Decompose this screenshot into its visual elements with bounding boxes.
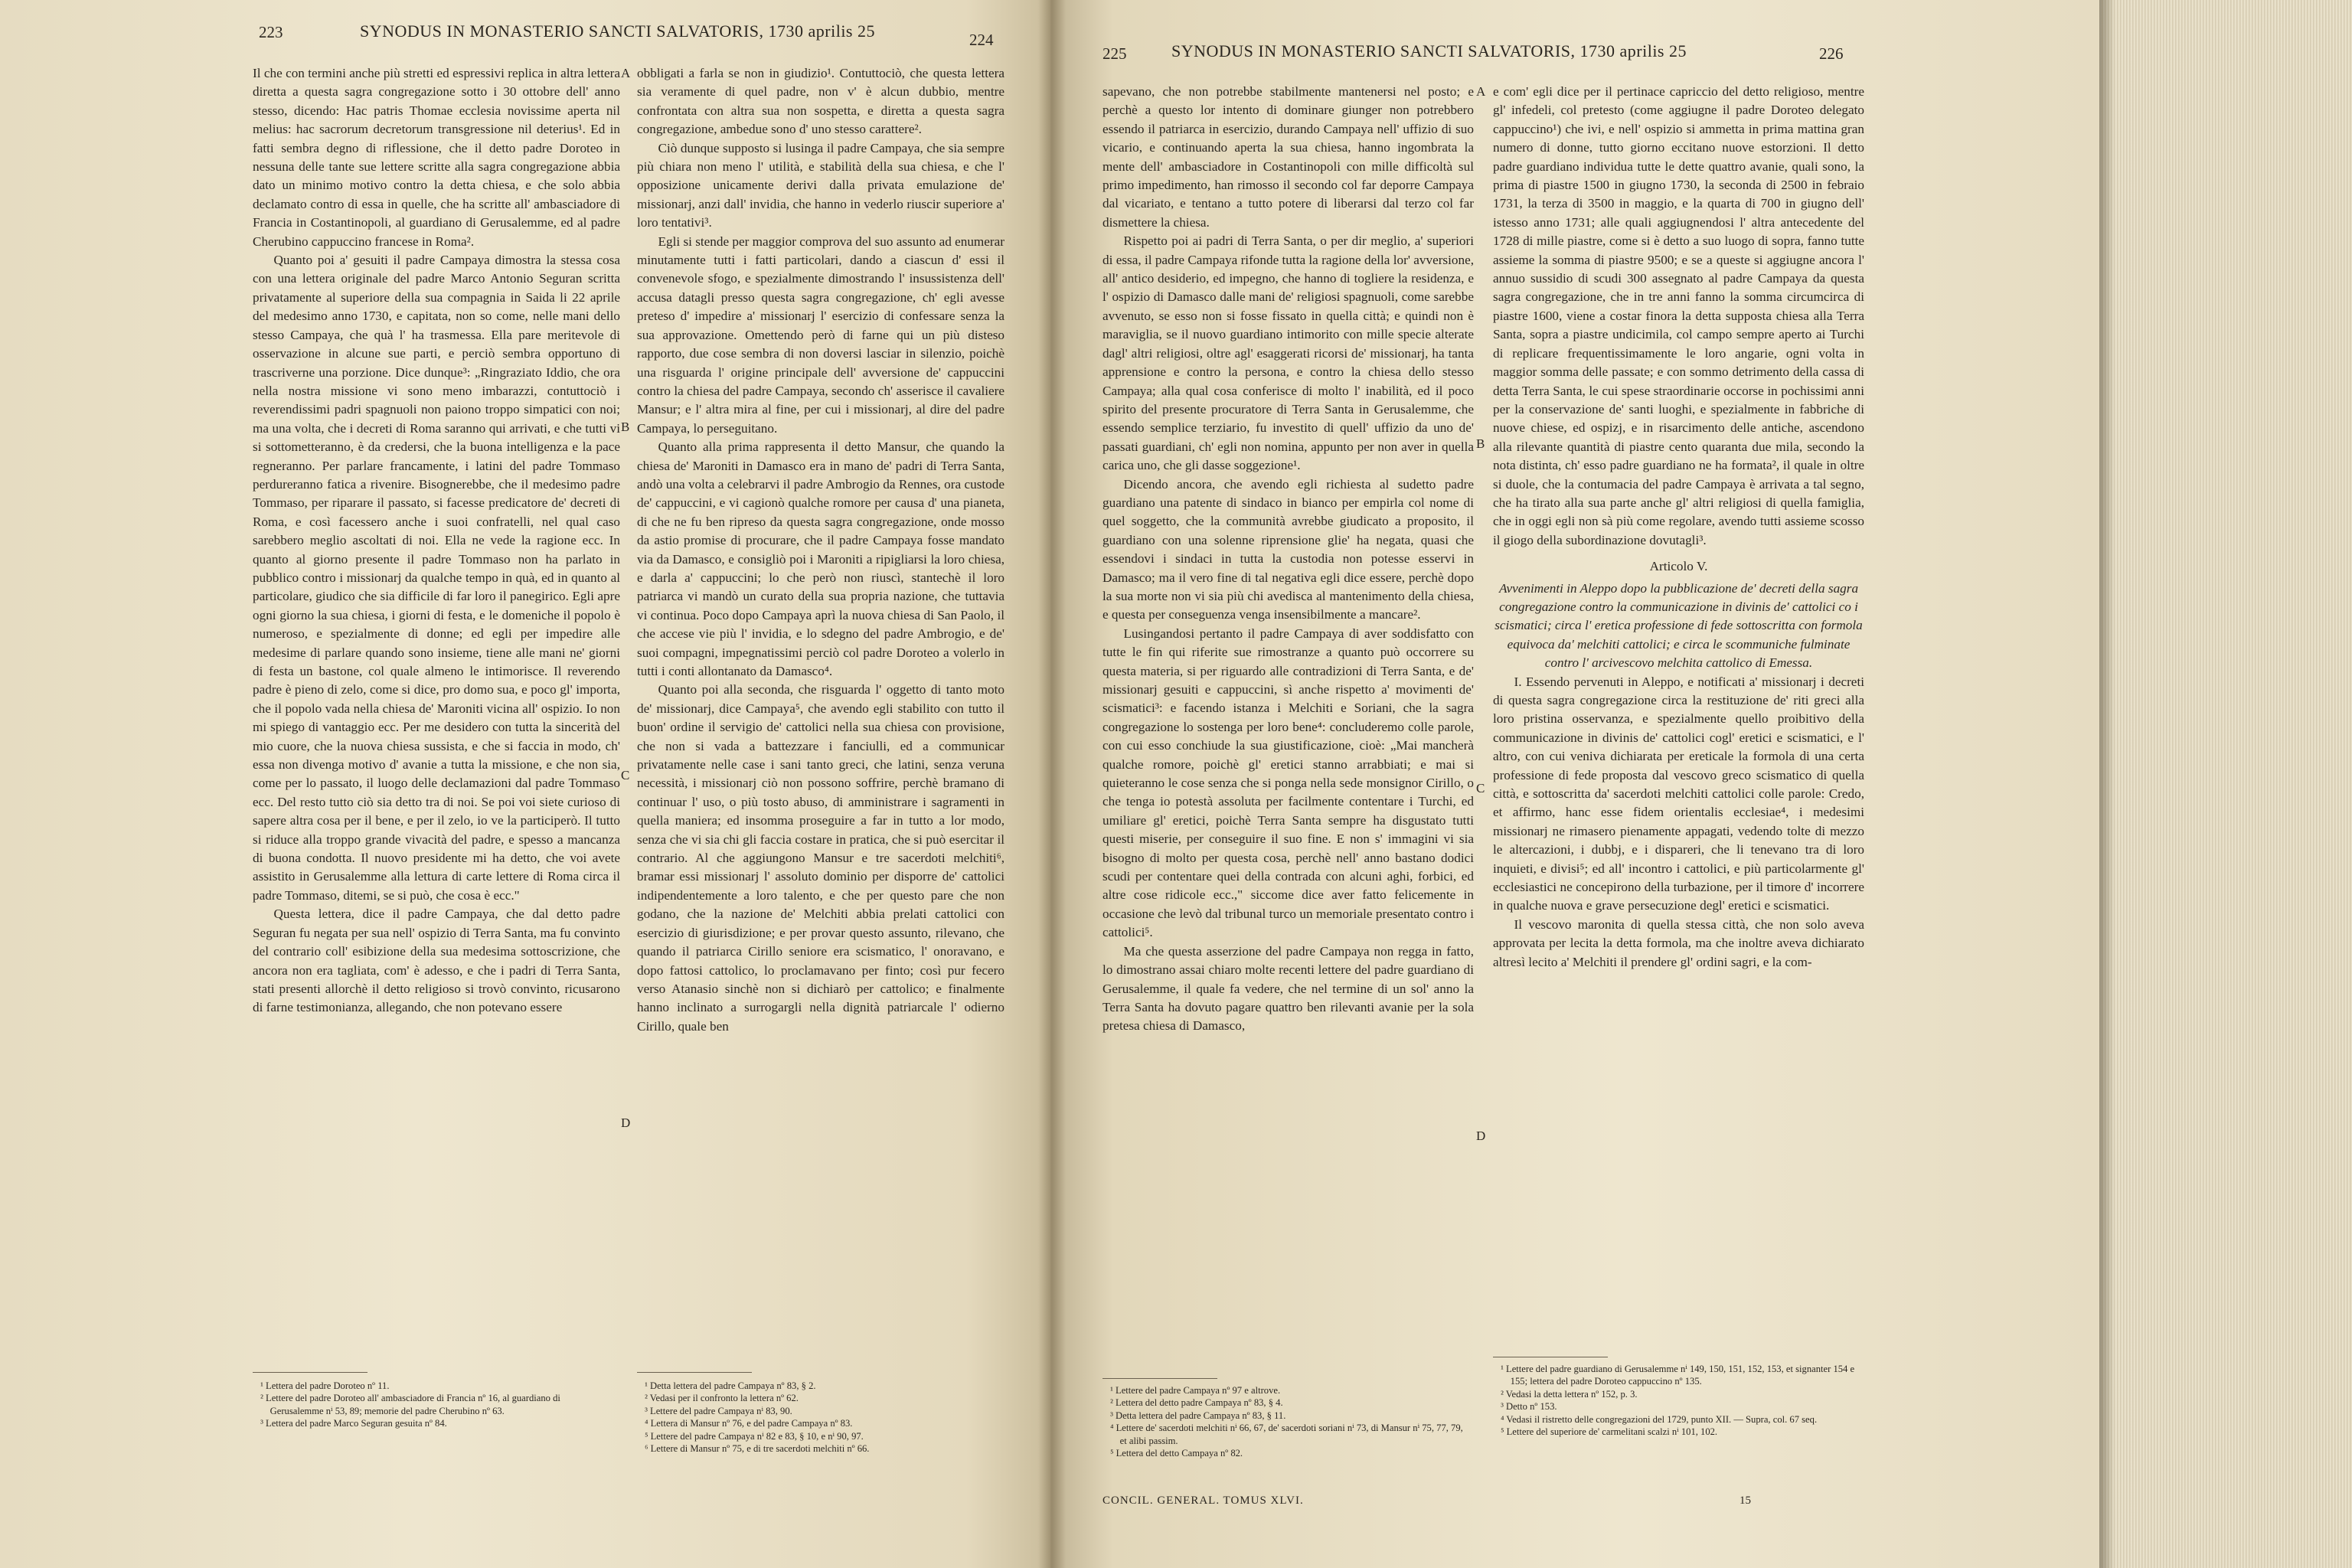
footnote: ⁴ Vedasi il ristretto delle congregazioni del 1729, punto XII. — Supra, col. 67 seq. (1501, 1413, 1818, 1425)
footnote: ¹ Lettera del padre Doroteo nº 11. (260, 1380, 390, 1391)
margin-letter: C (621, 768, 630, 782)
footnote: ¹ Detta lettera del padre Campaya nº 83, § 2. (645, 1380, 816, 1391)
footnote: ³ Detta lettera del padre Campaya nº 83, § 11. (1110, 1410, 1286, 1421)
footnotes-column-2 (1493, 1363, 1860, 1438)
article-subtitle: Avvenimenti in Aleppo dopo la pubblicazione de' decreti della sagra congregazione contro la communicazione in divinis de' cattolici co i scismatici; circa l' eretica professione di fede sottoscritta con formola equivoca da' melchiti cattolici; e circa le scommuniche fulminate contro l' arcivescovo melchita cattolico di Emessa. (1494, 580, 1863, 671)
book-gutter (1038, 0, 1066, 1568)
left-page (0, 0, 1050, 1568)
footnote: ² Vedasi per il confronto la lettera nº 62. (645, 1393, 799, 1404)
footnote: ¹ Lettere del padre guardiano di Gerusalemme nⁱ 149, 150, 151, 152, 153, et signanter 154 e 155; lettera del padre Doroteo cappuccino nº 135. (1501, 1364, 1855, 1387)
paragraph: Quanto poi a' gesuiti il padre Campaya dimostra la stessa cosa con una lettera originale del padre Marco Antonio Seguran scritta privatamente al superiore della sua compagnia in Saida li 22 aprile del medesimo anno 1730, e capitata, non so come, nelle mani dello stesso Campaya, che quà l' ha trasmessa. Ella pare meritevole di osservazione in alcune sue parti, e perciò sembra opportuno di trascriverne una porzione. Dice dunque³: „Ringraziato Iddio, che ora nella nostra missione vi sono meno imbarazzi, contuttociò i reverendissimi padri spagnuoli non paiono troppo simpatici con noi; ma una volta, che i decreti di Roma saranno qui arrivati, e che tutti vi si sottometteranno, è da credersi, che la buona intelligenza e la pace regneranno. Per parlare francamente, i latini del padre Tommaso perdureranno fatica a rivenire. Bisognerebbe, che il medesimo padre Tommaso, per riparare il passato, si facesse predicatore de' decreti di Roma, e così facessero anche i suoi confratelli, nel qual caso sarebbero meglio ascoltati di noi. Ella ne vede la ragione ecc. In quanto al giorno presente il padre Tommaso non ha parlato in pubblico contro i missionarj da qualche tempo in quà, ed in quanto al particolare, giudico che sia difficile di far loro il panegirico. Egli apre ogni giorno la sua chiesa, i giorni di festa, e le domeniche il popolo è numeroso, e spezialmente di donne; ed egli per impedire alle medesime di parlare quando sono insieme, tiene alle mani ne' giorni di festa un bastone, col quale almeno le intimorisce. Il reverendo padre è pieno di zelo, come si dice, pro domo sua, e poco gl' importa, che il popolo vada nella chiesa de' Maroniti vicina all' ospizio. Io non mi spiego di vantaggio ecc. Per me desidero con tutta la sincerità del mio cuore, che la nuova chiesa sussista, e che si faccia in modo, ch' essa non divenga motivo d' avanie a tutta la missione, e che non sia, come per lo passato, il luogo delle declamazioni dal padre Tommaso ecc. Del resto tutto ciò sia detto tra di noi. Se poi voi siete curioso di sapere altra cosa per il bene, e per il zelo, io ve la participerò. Il tutto si riduce alla troppo grande vivacità del padre, e spesso a mancanza di buona condotta. Il nuovo presidente mi ha detto, che voi avete assistito in Gerusalemme alla lettura di carte lettere di Roma circa il padre Tommaso, ditemi, se si può, che cosa è ecc." (253, 253, 620, 903)
paragraph: Questa lettera, dice il padre Campaya, che dal detto padre Seguran fu negata per sua nell' ospizio di Terra Santa, ma fu convinto del contrario coll' esibizione della sua medesima sottoscrizione, che ancora non era tagliata, com' è adesso, e che i padri di Terra Santa, stati presenti allorchè il detto religioso si trovò convinto, ricusarono di farne testimonianza, allegando, che non potevano essere (253, 906, 620, 1015)
text-column-2 (1493, 83, 1864, 972)
footnote: ³ Lettera del padre Marco Seguran gesuita nº 84. (260, 1418, 447, 1429)
footnote: ⁵ Lettere del padre Campaya nⁱ 82 e 83, § 10, e nⁱ 90, 97. (645, 1430, 864, 1442)
footnote: ² Lettera del detto padre Campaya nº 83, § 4. (1110, 1397, 1283, 1409)
footnote-rule (253, 1372, 368, 1373)
page-number: 224 (969, 31, 994, 49)
paragraph: Egli si stende per maggior comprova del suo assunto ad enumerar minutamente tutti i fatti particolari, dando a ciascun d' essi il convenevole sfogo, e spezialmente dimostrando l' insussistenza dell' accusa datagli presso questa sagra congregazione, ch' egli avesse preteso d' impedire a' missionarj l' esercizio di confessare senza la sua approvazione. Omettendo però di farne qui un più disteso rapporto, due cose sembra di non doversi lasciar in silenzio, poichè una risguarda l' origine principale dell' avversione de' cappuccini contro la chiesa del padre Campaya, secondo ch' asserisce il cavaliere Mansur; e l' altra mira al fine, per cui i missionarj, al dire del padre Campaya, lo perseguitano. (637, 234, 1004, 436)
paragraph: Ma che questa asserzione del padre Campaya non regga in fatto, lo dimostrano assai chiaro molte recenti lettere del padre guardiano di Gerusalemme, il quale fa vedere, che nel termine di un sol' anno la Terra Santa ha dovuto pagare quattro ben rilevanti avanie per la sola pretesa chiesa di Damasco, (1102, 943, 1474, 1034)
page-number: 225 (1102, 44, 1127, 63)
footnote: ³ Lettere del padre Campaya nⁱ 83, 90. (645, 1405, 792, 1416)
footnote: ³ Detto nº 153. (1501, 1401, 1557, 1413)
page-number: 223 (259, 23, 283, 41)
running-header: SYNODUS IN MONASTERIO SANCTI SALVATORIS, 1730 aprilis 25 (1171, 41, 1687, 60)
footnote: ⁶ Lettere di Mansur nº 75, e di tre sacerdoti melchiti nº 66. (645, 1443, 870, 1455)
margin-letter: D (621, 1116, 631, 1130)
paragraph: e com' egli dice per il pertinace capriccio del detto religioso, mentre gl' infedeli, col pretesto (come aggiugne il padre Doroteo delegato cappuccino¹) che ivi, e nell' ospizio si ammetta in prima mattina gran numero di donne, tutto giorno eccitano nuove estorzioni. Il detto padre guardiano individua tutte le dette quattro avanie, quali sono, la prima di piastre 1500 in giugno 1730, la seconda di 2500 in febraio 1731, la terza di 3500 in maggio, e la quarta di 700 in giugno dell' istesso anno 1731; alle quali aggiugnendosi l' altra antecedente del 1728 di mille piastre, come si è detto a suo luogo di sopra, fanno tutte assieme la somma di piastre 9500; e se a queste si aggiugne ancora l' annuo sussidio di scudi 300 assegnato al padre Campaya da questa sagra congregazione, che in tre anni fanno la somma circumcirca di piastre 1600, viene a costar finora la detta supposta chiesa alla Terra Santa, sopra a piastre undicimila, col campo sempre aperto ai Turchi di replicare frequentissimamente le loro angarie, ogni volta in maggior somma delle passate; e con sommo detrimento della cassa di detta Terra Santa, le cui spese straordinarie occorse in pochissimi anni per la conservazione de' santi luoghi, e spezialmente in fabbriche di nuove chiese, ed ospizj, e in risarcimento delle antiche, ascendono alla rilevante quantità di piastre cento quaranta due mila, secondo la nota distinta, ch' esso padre guardiano ne ha formata², il quale in oltre si duole, che la contumacia del padre Campaya è arrivata a tal segno, che ha tirato alla sua parte anche gl' altri religiosi di quella famiglia, che in oggi egli non sà più come regolare, avendo tutti assieme scosso il giogo della subordinazione dovutagli³. (1493, 84, 1864, 547)
margin-letter: D (1476, 1129, 1486, 1143)
paragraph: Il che con termini anche più stretti ed espressivi replica in altra lettera diretta a questa sagra congregazione sotto i 30 ottobre dell' anno stesso, dicendo: Hac patris Thomae ecclesia novissime aperta nil melius: hac sacrorum decretorum transgressione nil deterius¹. Ed in fatti sembra degno di riflessione, che il detto padre Doroteo in nessuna delle tante sue lettere scritte alla sagra congregazione abbia dato un minimo motivo contro la detta chiesa, e che solo abbia declamato contro di essa in quelle, che ha scritte all' ambasciadore di Francia in Costantinopoli, al guardiano di Gerusalemme, ed al padre Cherubino cappuccino francese in Roma². (253, 66, 620, 249)
margin-letter: B (1476, 436, 1485, 451)
footnote-rule (637, 1372, 752, 1373)
signature-mark: CONCIL. GENERAL. TOMUS XLVI. (1102, 1494, 1304, 1507)
paragraph: Lusingandosi pertanto il padre Campaya di aver soddisfatto con tutte le fin qui riferite sue rimostranze a quanto può occorrere su questa materia, si per riguardo alle contradizioni di Terra Santa, e de' missionarj gesuiti e cappuccini, sì anche rispetto a' movimenti de' scismatici³: e facendo istanza i Melchiti e Soriani, che la sagra congregazione lo sostenga per loro bene⁴: concluderemo colle parole, con cui esso conchiude la sua giustificazione, cioè: „Mai mancherà qualche romore, poichè gl' eretici stanno arrabbiati; e mai si quieteranno le cose senza che si ponga nella sede monsignor Cirillo, o che tenga io potestà assoluta per facilmente contentare i Turchi, ed umiliare gl' eretici, poichè Terra Santa sempre ha disgustato tutti questi miserie, per conseguire il suo fine. E non s' immagini vi sia bisogno di molto per questa cosa, perchè nell' anno bastano dodici scudi per contentare quei della contrada con alcuni aghi, forbici, ed altre cose ridicole ecc.," siccome dice aver fatto felicemente in occasione che levò dal tribunal turco un memoriale presentato contro i cattolici⁵. (1102, 626, 1474, 940)
footnote-rule (1102, 1378, 1217, 1379)
footnotes-column-1 (253, 1380, 612, 1430)
footnotes-column-2 (637, 1380, 1001, 1455)
signature-number: 15 (1740, 1494, 1751, 1507)
footnote: ⁵ Lettera del detto Campaya nº 82. (1110, 1448, 1243, 1459)
footnote: ⁵ Lettere del superiore de' carmelitani scalzi nⁱ 101, 102. (1501, 1426, 1718, 1438)
paragraph: sapevano, che non potrebbe stabilmente mantenersi nel posto; e perchè a questo lor intento di dominare giunger non potrebbero essendo il patriarca in esercizio, durando Campaya nell' uffizio di suo vicario, e continuando aperta la sua chiesa, hanno ingombrata la mente dell' ambasciadore in Costantinopoli con mille difficoltà sul primo impedimento, han rimosso il secondo col far deporre Campaya dal vicariato, e tentano a tutto potere di liberarsi dal terzo col far dismettere la chiesa. (1102, 84, 1474, 230)
paragraph: Il vescovo maronita di quella stessa città, che non solo aveva approvata per lecita la detta formola, ma che inoltre aveva dichiarato altresì lecito a' Melchiti il prendere gl' ordini sagri, e la com- (1493, 916, 1864, 969)
page-edge-shadow (2099, 0, 2115, 1568)
paragraph: Rispetto poi ai padri di Terra Santa, o per dir meglio, a' superiori di essa, il padre Campaya rifonde tutta la ragione della lor' avversione, all' antico desiderio, ed impegno, che hanno di togliere la residenza, e l' ospizio di Damasco dalle mani de' religiosi spagnuoli, come sarebbe avvenuto, se esso non si fosse fissato in quella città; e quindi non è maraviglia, se il nuovo guardiano intimorito con mille specie alterate dagl' altri religiosi, oltre agl' esaggerati ricorsi de' missionarj, ha tanta apprensione e contro la persona, e contro la chiesa dello stesso Campaya; alla qual cosa conferisce di molto l' inabilità, ed il poco spirito del presente procuratore di Terra Santa in Gerusalemme, che essendo semplice terziario, fu investito di quell' uffizio da uno de' passati guardiani, ch' egli non nomina, appunto per non aver in quella carica uno, che gli dasse soggezione¹. (1102, 234, 1474, 473)
paragraph: I. Essendo pervenuti in Aleppo, e notificati a' missionarj i decreti di questa sagra congregazione circa la restituzione de' riti greci alla loro pristina osservanza, e spezialmente quello proibitivo della communicazione in divinis de' cattolici cogl' eretici e scismatici, e l' altro, con cui veniva dichiarata per ereticale la formola di una certa professione di fede proposta dal vescovo greco scismatico di quella città, e sottoscritta da' sacerdoti melchiti cattolici colle parole: Credo, et affirmo, hanc esse fidem orientalis ecclesiae⁴, i medesimi missionarj ne rimasero pienamente appagati, vedendo tolte di mezzo le altercazioni, i dubbj, e i dispareri, che li tenevano tra di loro inquieti, e divisi⁵; ed all' incontro i cattolici, e più particolarmente gl' ecclesiastici ne concepirono della turbazione, per il timore d' incorrere in qualche nuova e grave persecuzione degl' eretici e scismatici. (1493, 674, 1864, 913)
text-column-1 (253, 64, 620, 1018)
footnote: ¹ Lettere del padre Campaya nº 97 e altrove. (1110, 1385, 1281, 1396)
footnote: ⁴ Lettere de' sacerdoti melchiti nⁱ 66, 67, de' sacerdoti soriani nⁱ 73, di Mansur nⁱ 75, 77, 79, et alibi passim. (1110, 1423, 1463, 1446)
footnote: ² Lettere del padre Doroteo all' ambasciadore di Francia nº 16, al guardiano di Gerusalemme nⁱ 53, 89; memorie del padre Cherubino nº 63. (260, 1393, 560, 1416)
article-title: Articolo V. (1649, 559, 1708, 574)
margin-letter: B (621, 420, 630, 434)
paragraph: Quanto poi alla seconda, che risguarda l' oggetto di tanto moto de' missionarj, dice Campaya⁵, che avendo egli stabilito con tutto il buon' ordine il servigio de' cattolici nella sua chiesa con provisione, che non si vada a battezzare i fanciulli, ed a communicar privatamente nelle case i sani tanto greci, che latini, senza veruna necessità, i missionarj ciò non possono soffrire, perchè bramano di continuar l' uso, o più tosto abuso, di amministrare i sagramenti in quella maniera; ed insomma proseguire a far in tutto a lor modo, senza che vi sia chi gli faccia costare in pratica, che si può esercitar il contrario. Al che aggiungono Mansur e tre sacerdoti melchiti⁶, bramar essi missionarj l' assoluto dominio per disporre de' cattolici indipendentemente a loro talento, e che per questo pare che non godano, che la nazione de' Melchiti abbia prelati cattolici con esercizio di giurisdizione; e per provar questo assunto, rilevano, che quando il patriarca Cirillo seniore era scismatico, l' onoravano, e dopo fattosi cattolico, lo proclamavano per finto; così pur fecero verso Atanasio sinchè non si dichiarò per cattolico; e finalmente hanno inclinato a surrogargli nella dignità patriarcale l' odierno Cirillo, quale ben (637, 682, 1004, 1034)
margin-letter: C (1476, 781, 1485, 795)
text-column-1 (1102, 83, 1474, 1036)
margin-letter: A (1476, 84, 1486, 99)
margin-letter: A (621, 66, 631, 80)
page-number: 226 (1819, 44, 1844, 63)
footnote: ² Vedasi la detta lettera nº 152, p. 3. (1501, 1388, 1638, 1400)
paragraph: Quanto alla prima rappresenta il detto Mansur, che quando la chiesa de' Maroniti in Damasco era in mano de' padri di Terra Santa, andò una volta a celebrarvi il padre Ambrogio da Rennes, ora custode de' cappuccini, e vi cagionò qualche romore per causa d' una pianeta, di che ne fu ben ripreso da questa sagra congregazione, onde mosso da astio promise di procurare, che il padre Campaya fosse mandato via da Damasco, e consigliò poi i Maroniti a ripigliarsi la loro chiesa, e darla a' cappuccini; lo che però non riuscì, stantechè il loro patriarca vi mandò un curato della sua propria nazione, che tuttavia vi continua. Poco dopo Campaya aprì la nuova chiesa di San Paolo, il che accese vie più l' invidia, e lo sdegno del padre Ambrogio, e de' suoi compagni, impegnatissimi perciò col padre Doroteo a volerlo in tutti i conti allontanato da Damasco⁴. (637, 439, 1004, 678)
paragraph: Dicendo ancora, che avendo egli richiesta al sudetto padre guardiano una patente di sindaco in bianco per empirla col nome di quel soggetto, che la communità avrebbe giudicato a proposito, il guardiano con una solenne riprensione glie' ha negata, quasi che essendovi i sindaci in tutta la custodia non potesse esservi in Damasco; ma il vero fine di tal negativa egli dice essere, perchè dopo la sua morte non vi sia più chi avedisca al mantenimento della chiesa, e questa per conseguenza venga insensibilmente a mancare². (1102, 476, 1474, 622)
paragraph: Ciò dunque supposto si lusinga il padre Campaya, che sia sempre più chiara non meno l' utilità, e stabilità della sua chiesa, e che l' opposizione unicamente derivi dalla privata emulazione de' missionarj, anzi dall' invidia, che hanno in vederlo riuscir superiore a' loro tentativi³. (637, 140, 1004, 230)
page-edges (2099, 0, 2352, 1568)
running-header: SYNODUS IN MONASTERIO SANCTI SALVATORIS, 1730 aprilis 25 (360, 21, 875, 41)
footnote: ⁴ Lettera di Mansur nº 76, e del padre Campaya nº 83. (645, 1418, 853, 1429)
paragraph: obbligati a farla se non in giudizio¹. Contuttociò, che questa lettera sia veramente di quel padre, non v' è alcun dubbio, mentre confrontata con altra sua non sospetta, e diretta a questa sagra congregazione, ambedue sono d' uno stesso carattere². (637, 66, 1004, 137)
text-column-2 (637, 64, 1004, 1036)
right-page (1050, 0, 2099, 1568)
footnotes-column-1 (1102, 1384, 1470, 1459)
